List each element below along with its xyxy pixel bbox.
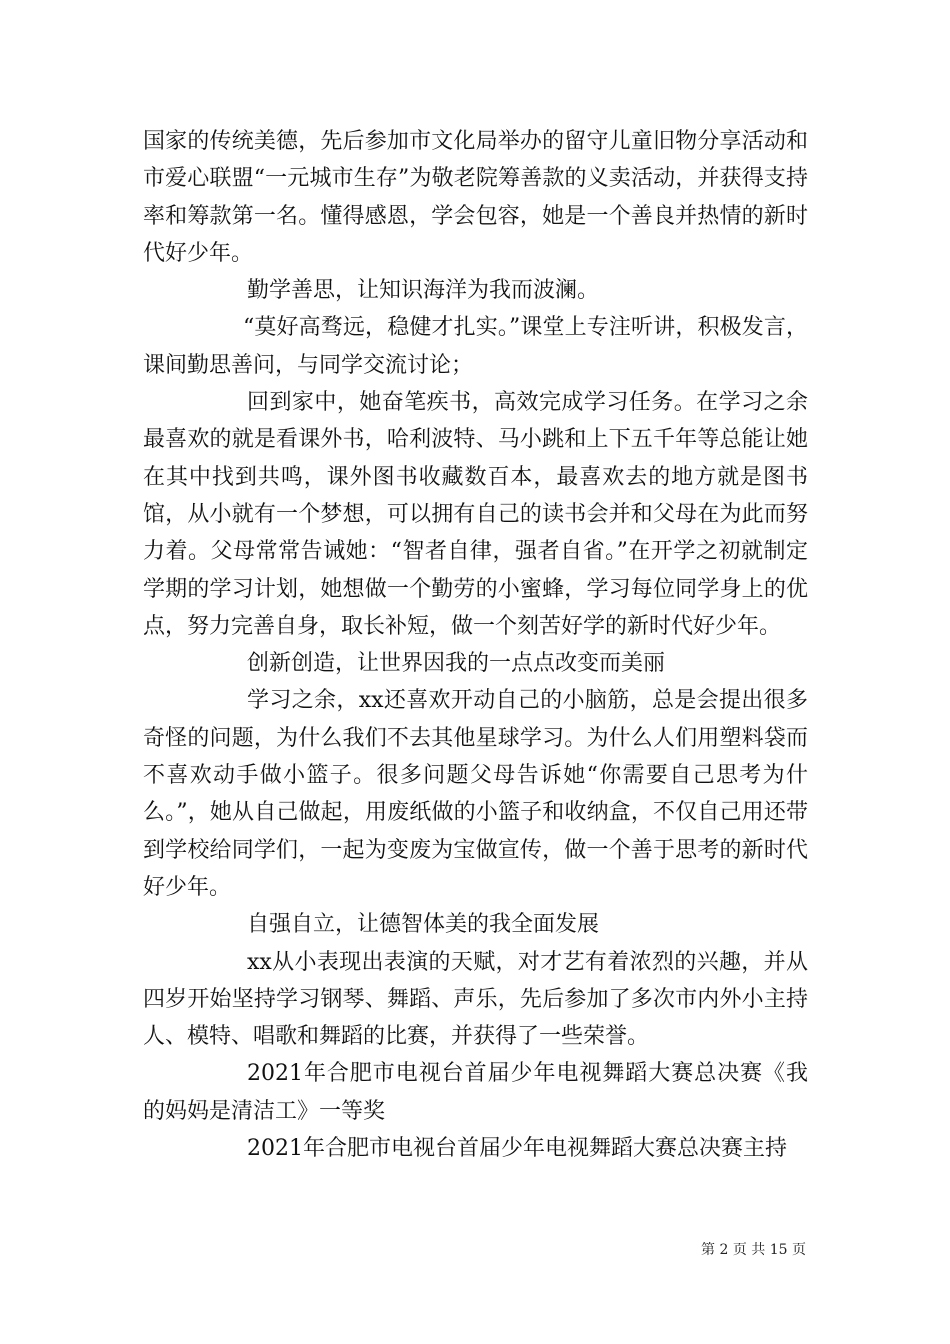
paragraph-talent: xx从小表现出表演的天赋，对才艺有着浓烈的兴趣，并从四岁开始坚持学习钢琴、舞蹈、声乐，先后参加了多次市内外小主持人、模特、唱歌和舞蹈的比赛，并获得了一些荣誉。 [143,949,808,1050]
paragraph-quote: “莫好高骛远，稳健才扎实。”课堂上专注听讲，积极发言，课间勤思善问，与同学交流讨论； [143,315,808,378]
document-body [143,123,808,1167]
paragraph-award-2: 2021年合肥市电视台首届少年电视舞蹈大赛总决赛主持 [247,1136,787,1162]
section-heading-innovation: 创新创造，让世界因我的一点点改变而美丽 [247,651,666,677]
paragraph-innovation: 学习之余，xx还喜欢开动自己的小脑筋，总是会提出很多奇怪的问题，为什么我们不去其他星球学习。为什么人们用塑料袋而不喜欢动手做小篮子。很多问题父母告诉她“你需要自己思考为什么。”，她从自己做起，用废纸做的小篮子和收纳盒，不仅自己用还带到学校给同学们，一起为变废为宝做宣传，做一个善于思考的新时代好少年。 [143,688,808,900]
section-heading-self-reliance: 自强自立，让德智体美的我全面发展 [247,912,600,938]
paragraph-award-1: 2021年合肥市电视台首届少年电视舞蹈大赛总决赛《我的妈妈是清洁工》一等奖 [143,1061,808,1124]
section-heading-study: 勤学善思，让知识海洋为我而波澜。 [247,278,600,304]
paragraph-continuation: 国家的传统美德，先后参加市文化局举办的留守儿童旧物分享活动和市爱心联盟“一元城市生存”为敬老院筹善款的义卖活动，并获得支持率和筹款第一名。懂得感恩，学会包容，她是一个善良并热情的新时代好少年。 [143,129,808,266]
paragraph-home-study: 回到家中，她奋笔疾书，高效完成学习任务。在学习之余最喜欢的就是看课外书，哈利波特、马小跳和上下五千年等总能让她在其中找到共鸣，课外图书收藏数百本，最喜欢去的地方就是图书馆，从小就有一个梦想，可以拥有自己的读书会并和父母在为此而努力着。父母常常告诫她：“智者自律，强者自省。”在开学之初就制定学期的学习计划，她想做一个勤劳的小蜜蜂，学习每位同学身上的优点，努力完善自身，取长补短，做一个刻苦好学的新时代好少年。 [143,390,808,639]
page-number-footer: 第 2 页 共 15 页 [701,1242,806,1258]
